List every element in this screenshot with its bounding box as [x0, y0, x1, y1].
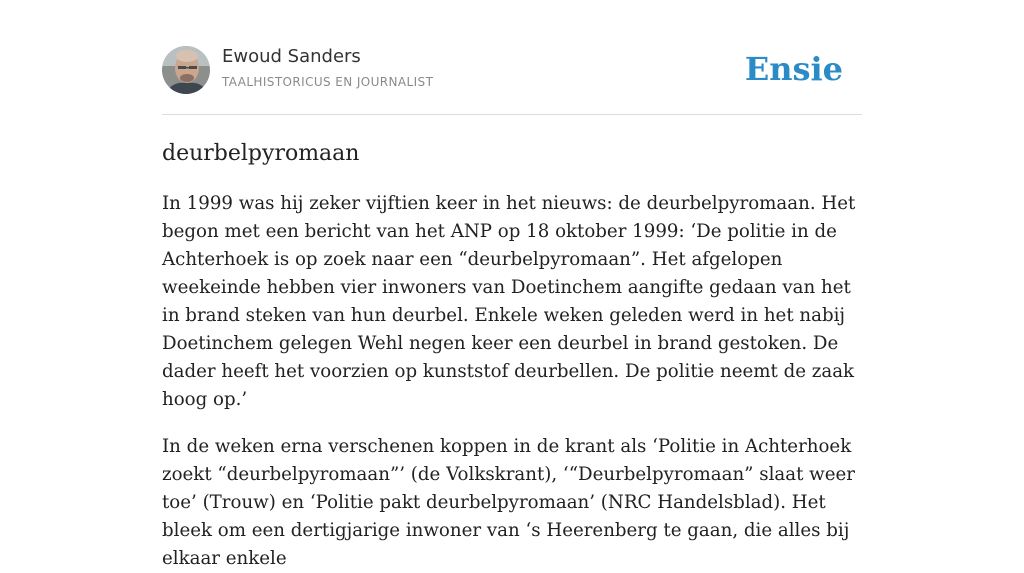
article-container: [162, 0, 862, 573]
author-name[interactable]: Ewoud Sanders: [222, 46, 361, 67]
author-header: [162, 0, 862, 115]
article-paragraph-2: In de weken erna verschenen koppen in de krant als ‘Politie in Achterhoek zoekt “deurbelpyromaan”’ (de Volkskrant), ‘“Deurbelpyromaan” slaat weer toe’ (Trouw) en ‘Politie pakt deurbelpyromaan’ (NRC Handelsblad). Het bleek om een dertigjarige inwoner van ‘s Heerenberg te gaan, die alles bij elkaar enkele: [162, 436, 855, 569]
article-title: deurbelpyromaan: [162, 141, 360, 166]
site-logo[interactable]: Ensie: [744, 50, 843, 88]
author-role: TAALHISTORICUS EN JOURNALIST: [222, 75, 434, 89]
author-avatar[interactable]: [162, 46, 210, 94]
avatar-image: [162, 46, 210, 94]
article-paragraph-1: In 1999 was hij zeker vijftien keer in het nieuws: de deurbelpyromaan. Het begon met een bericht van het ANP op 18 oktober 1999: ‘De politie in de Achterhoek is op zoek naar een “deurbelpyromaan”. Het afgelopen weekeinde hebben vier inwoners van Doetinchem aangifte gedaan van het in brand steken van hun deurbel. Enkele weken geleden werd in het nabij Doetinchem gelegen Wehl negen keer een deurbel in brand gestoken. De dader heeft het voorzien op kunststof deurbellen. De politie neemt de zaak hoog op.’: [162, 193, 856, 410]
